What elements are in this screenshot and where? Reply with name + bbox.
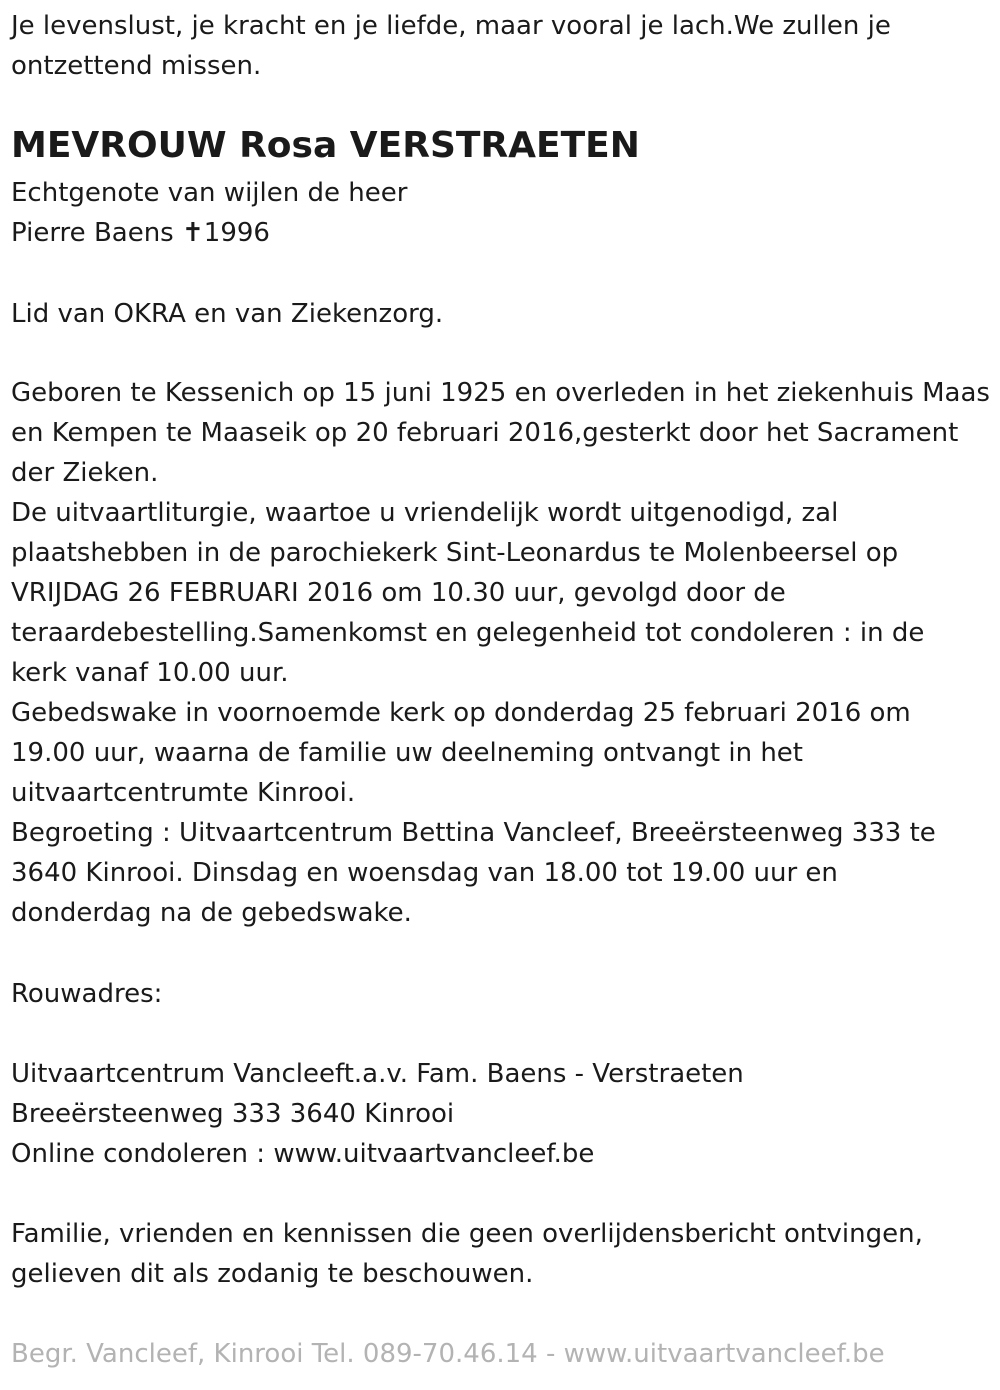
details-line: der Zieken. [11,458,159,488]
online-condolence-label: Online condoleren : [11,1139,274,1169]
funeral-home-footer [11,1334,885,1374]
address-line: Breeërsteenweg 333 3640 Kinrooi [11,1099,455,1129]
membership [11,294,443,334]
deceased-name: MEVROUW Rosa VERSTRAETEN [11,125,640,166]
details-line: VRIJDAG 26 FEBRUARI 2016 om 10.30 uur, gevolgd door de [11,578,786,608]
membership-text: Lid van OKRA en van Ziekenzorg. [11,299,444,329]
intro-line: ontzettend missen. [11,51,262,81]
details-line: kerk vanaf 10.00 uur. [11,658,289,688]
details-line: Geboren te Kessenich op 15 juni 1925 en overleden in het ziekenhuis Maas [11,378,990,408]
details-line: 19.00 uur, waarna de familie uw deelneming ontvangt in het [11,738,803,768]
details-line: Begroeting : Uitvaartcentrum Bettina Vancleef, Breeërsteenweg 333 te [11,818,936,848]
mourning-address [11,1054,744,1174]
address-line: Uitvaartcentrum Vancleeft.a.v. Fam. Baens - Verstraeten [11,1059,744,1089]
online-condolence-line [11,1134,744,1174]
family-notice [11,1214,923,1294]
condolence-website-link[interactable]: www.uitvaartvancleef.be [273,1139,595,1169]
mourning-address-label [11,974,162,1014]
spouse-info [11,173,407,253]
details-line: plaatshebben in de parochiekerk Sint-Leonardus te Molenbeersel op [11,538,899,568]
cross-icon: ✝ [182,218,204,248]
funeral-details [11,373,990,933]
details-line: 3640 Kinrooi. Dinsdag en woensdag van 18.00 tot 19.00 uur en [11,858,838,888]
spouse-death-year: 1996 [203,218,270,248]
notice-line: gelieven dit als zodanig te beschouwen. [11,1259,534,1289]
details-line: Gebedswake in voornoemde kerk op donderdag 25 februari 2016 om [11,698,911,728]
notice-line: Familie, vrienden en kennissen die geen overlijdensbericht ontvingen, [11,1219,923,1249]
intro-quote [11,6,891,86]
details-line: en Kempen te Maaseik op 20 februari 2016,gesterkt door het Sacrament [11,418,959,448]
spouse-line: Echtgenote van wijlen de heer [11,178,408,208]
mourning-label-text: Rouwadres: [11,979,163,1009]
spouse-name-line [11,213,407,253]
spouse-name: Pierre Baens [11,218,182,248]
details-line: donderdag na de gebedswake. [11,898,412,928]
intro-line: Je levenslust, je kracht en je liefde, maar vooral je lach.We zullen je [11,11,891,41]
details-line: uitvaartcentrumte Kinrooi. [11,778,356,808]
details-line: teraardebestelling.Samenkomst en gelegenheid tot condoleren : in de [11,618,925,648]
details-line: De uitvaartliturgie, waartoe u vriendelijk wordt uitgenodigd, zal [11,498,839,528]
footer-text: Begr. Vancleef, Kinrooi Tel. 089-70.46.14 - www.uitvaartvancleef.be [11,1339,885,1369]
